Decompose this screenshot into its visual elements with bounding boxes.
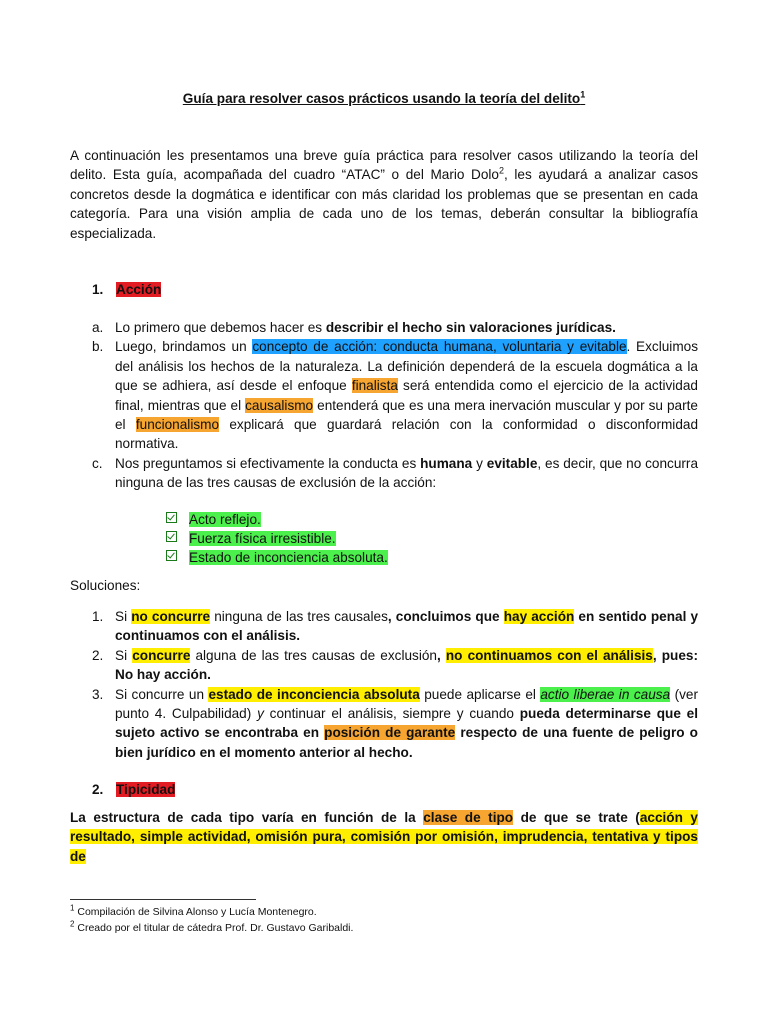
highlight-concurre: concurre: [132, 647, 191, 663]
item-marker: c.: [92, 455, 103, 471]
item-text: ninguna de las tres causales: [210, 609, 388, 624]
item-marker: 2.: [92, 647, 104, 663]
highlight-inconciencia: estado de inconciencia absoluta: [208, 686, 420, 702]
document-title: [0, 89, 768, 108]
section-heading-accion: [92, 280, 161, 299]
footnote-2: [70, 921, 353, 937]
solution-item-1: [92, 607, 698, 646]
highlight-actio-liberae: actio liberae in causa: [540, 686, 671, 702]
item-bold-text: pueda determinarse que el sujeto activo se encontraba en: [115, 706, 699, 741]
item-text: continuar el análisis, siempre y cuando: [263, 706, 520, 722]
exclusion-checklist: [166, 510, 388, 567]
item-text: Si: [115, 647, 133, 663]
checklist-text: Acto reflejo.: [189, 512, 261, 527]
title-text: Guía para resolver casos prácticos usando la teoría del delito: [182, 91, 581, 106]
item-text: Luego, brindamos un: [115, 339, 253, 355]
title-footnote-ref: 1: [580, 89, 586, 100]
item-text: . Excluimos del análisis los hechos de la naturaleza. La definición dependerá de la escuela dogmática a la que se adhiera, así desde el enfoque: [115, 339, 698, 394]
footnote-1: [70, 905, 353, 921]
item-marker: 1.: [92, 609, 104, 624]
checkbox-checked-icon: [166, 550, 177, 561]
highlight-hay-accion: hay acción: [503, 609, 575, 624]
tipicidad-paragraph: [70, 808, 698, 866]
list-item-a: [92, 318, 698, 337]
item-text: y: [472, 455, 487, 471]
item-text: (ver punto 4. Culpabilidad): [115, 686, 698, 722]
footnotes: [70, 905, 353, 936]
intro-text-1: A continuación les presentamos una breve guía práctica para resolver casos utilizando la teoría del delito. Esta guía, acompañada del cuadro “ATAC” o del Mario Dolo: [70, 148, 698, 183]
section-heading-tipicidad: [92, 780, 175, 799]
item-bold-text: , pues: No hay acción.: [115, 647, 698, 683]
solutions-label: Soluciones:: [70, 578, 141, 593]
section-number: 2.: [92, 782, 104, 797]
highlight-clase-tipo: clase de tipo: [423, 810, 514, 825]
section-number: 1.: [92, 282, 104, 297]
footnote-ref: 2: [70, 919, 75, 929]
highlight-posicion-garante: posición de garante: [324, 725, 456, 741]
item-bold-text: en sentido penal y continuamos con el análisis.: [115, 609, 699, 644]
section-title: Acción: [116, 282, 162, 297]
highlight-no-continuamos: no continuamos con el análisis: [445, 647, 653, 663]
item-bold-text: ,: [436, 647, 446, 663]
item-text: puede aplicarse el: [419, 686, 541, 702]
item-marker: a.: [92, 320, 104, 335]
highlight-funcionalismo: funcionalismo: [135, 417, 220, 433]
checklist-item: [166, 548, 388, 567]
intro-text-2: , les ayudará a analizar casos concretos desde la dogmática e identificar con más claridad los problemas que se presentan en cada categoría. Para una visión amplia de cada uno de los temas, deberán consultar la bibliografía especializada.: [70, 167, 698, 241]
solution-item-3: [92, 685, 698, 763]
item-text: será entendida como el ejercicio de la actividad final, mientras que el: [115, 378, 698, 413]
accion-list: [92, 318, 698, 493]
footnote-text: Creado por el titular de cátedra Prof. Dr. Gustavo Garibaldi.: [74, 921, 354, 934]
paragraph-text: La estructura de cada tipo varía en función de la: [70, 810, 424, 825]
item-text: alguna de las tres causas de exclusión: [190, 647, 437, 663]
checklist-text: Fuerza física irresistible.: [189, 531, 336, 546]
list-item-b: [92, 337, 698, 453]
section-title: Tipicidad: [116, 782, 176, 797]
highlight-tipos-list: acción y resultado, simple actividad, omisión pura, comisión por omisión, imprudencia, tentativa y tipos de: [70, 810, 698, 864]
item-italic-text: y: [257, 706, 264, 722]
item-marker: b.: [92, 339, 104, 355]
checkbox-checked-icon: [166, 531, 177, 542]
item-bold-text: describir el hecho sin valoraciones jurídicas.: [325, 320, 616, 335]
item-text: Si: [115, 609, 132, 624]
item-text: Si concurre un: [115, 686, 209, 702]
highlight-concept: concepto de acción: conducta humana, voluntaria y evitable: [252, 339, 627, 355]
paragraph-text: de que se trate (: [513, 810, 640, 825]
item-text: entenderá que es una mera inervación muscular y por su parte el: [115, 397, 698, 433]
footnote-text: Compilación de Silvina Alonso y Lucía Montenegro.: [74, 906, 317, 918]
item-bold-text: respecto de una fuente de peligro o bien jurídico en el momento anterior al hecho.: [115, 725, 698, 760]
intro-footnote-ref: 2: [499, 165, 505, 176]
highlight-no-concurre: no concurre: [131, 609, 211, 624]
highlight-finalista: finalista: [351, 378, 398, 394]
item-text: , es decir, que no concurra ninguna de las tres causas de exclusión de la acción:: [115, 455, 699, 491]
item-bold-text: , concluimos que: [387, 609, 504, 624]
solutions-list: [92, 607, 698, 762]
list-item-c: [92, 454, 698, 493]
checklist-item: [166, 529, 388, 548]
intro-paragraph: [70, 146, 698, 243]
checkbox-checked-icon: [166, 512, 177, 523]
item-text: explicará que guardará relación con la conformidad o disconformidad normativa.: [115, 417, 699, 452]
highlight-causalismo: causalismo: [245, 397, 314, 413]
checklist-text: Estado de inconciencia absoluta.: [189, 550, 388, 565]
solution-item-2: [92, 646, 698, 685]
item-text: Nos preguntamos si efectivamente la conducta es: [115, 455, 421, 471]
item-bold-text: evitable: [486, 455, 538, 471]
footnote-ref: 1: [70, 903, 75, 913]
item-bold-text: humana: [420, 455, 473, 471]
footnote-divider: [70, 899, 256, 900]
item-marker: 3.: [92, 686, 104, 702]
item-text: Lo primero que debemos hacer es: [115, 320, 326, 335]
checklist-item: [166, 510, 388, 529]
